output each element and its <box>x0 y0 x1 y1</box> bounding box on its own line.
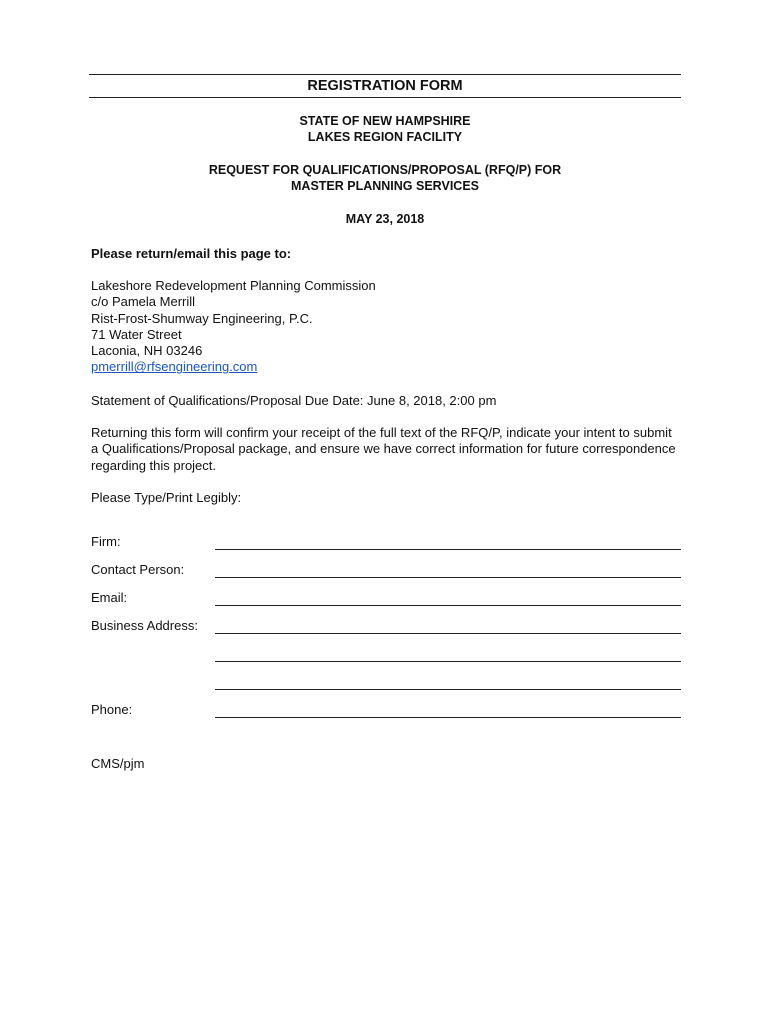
print-instruction: Please Type/Print Legibly: <box>91 490 242 505</box>
issuer-block <box>89 113 681 145</box>
due-date-statement: Statement of Qualifications/Proposal Due Date: June 8, 2018, 2:00 pm <box>91 393 497 408</box>
request-title-line2: MASTER PLANNING SERVICES <box>291 179 479 193</box>
business-address-input-line-3[interactable] <box>215 689 681 690</box>
address-line-city: Laconia, NH 03246 <box>91 343 203 359</box>
firm-input-line[interactable] <box>215 549 681 550</box>
return-heading: Please return/email this page to: <box>91 246 292 261</box>
intent-line-1: Returning this form will confirm your receipt of the full text of the RFQ/P, indicate your intent to submit <box>91 425 672 440</box>
request-title-block <box>89 162 681 194</box>
state-name: STATE OF NEW HAMPSHIRE <box>299 114 471 128</box>
intent-line-2: a Qualifications/Proposal package, and ensure we have correct information for future correspondence <box>91 441 676 457</box>
intent-paragraph <box>91 425 683 474</box>
firm-label: Firm: <box>91 534 121 549</box>
business-address-input-line-2[interactable] <box>215 661 681 662</box>
business-address-input-line-1[interactable] <box>215 633 681 634</box>
address-line-company: Rist-Frost-Shumway Engineering, P.C. <box>91 310 313 326</box>
facility-name: LAKES REGION FACILITY <box>307 130 463 144</box>
business-address-label: Business Address: <box>91 618 198 633</box>
email-link[interactable]: pmerrill@rfsengineering.com <box>91 359 258 375</box>
contact-person-input-line[interactable] <box>215 577 681 578</box>
request-title-line1: REQUEST FOR QUALIFICATIONS/PROPOSAL (RFQ/P) FOR <box>208 163 562 177</box>
firm-field <box>91 534 681 554</box>
author-initials: CMS/pjm <box>91 756 145 771</box>
email-input-line[interactable] <box>215 605 681 606</box>
email-label: Email: <box>91 590 128 605</box>
contact-person-field <box>91 562 681 582</box>
business-address-continued-2 <box>91 646 681 666</box>
email-field <box>91 590 681 610</box>
contact-person-label: Contact Person: <box>91 562 185 577</box>
address-line-street: 71 Water Street <box>91 326 182 342</box>
business-address-continued-3 <box>91 674 681 694</box>
business-address-field <box>91 618 681 638</box>
address-line-commission: Lakeshore Redevelopment Planning Commission <box>91 278 376 293</box>
phone-input-line[interactable] <box>215 717 681 718</box>
issue-date: MAY 23, 2018 <box>345 212 425 226</box>
phone-field <box>91 702 681 722</box>
return-address <box>91 278 683 376</box>
intent-line-3: regarding this project. <box>91 457 217 473</box>
address-line-attention: c/o Pamela Merrill <box>91 294 196 310</box>
phone-label: Phone: <box>91 702 133 717</box>
form-title: REGISTRATION FORM <box>89 74 681 98</box>
